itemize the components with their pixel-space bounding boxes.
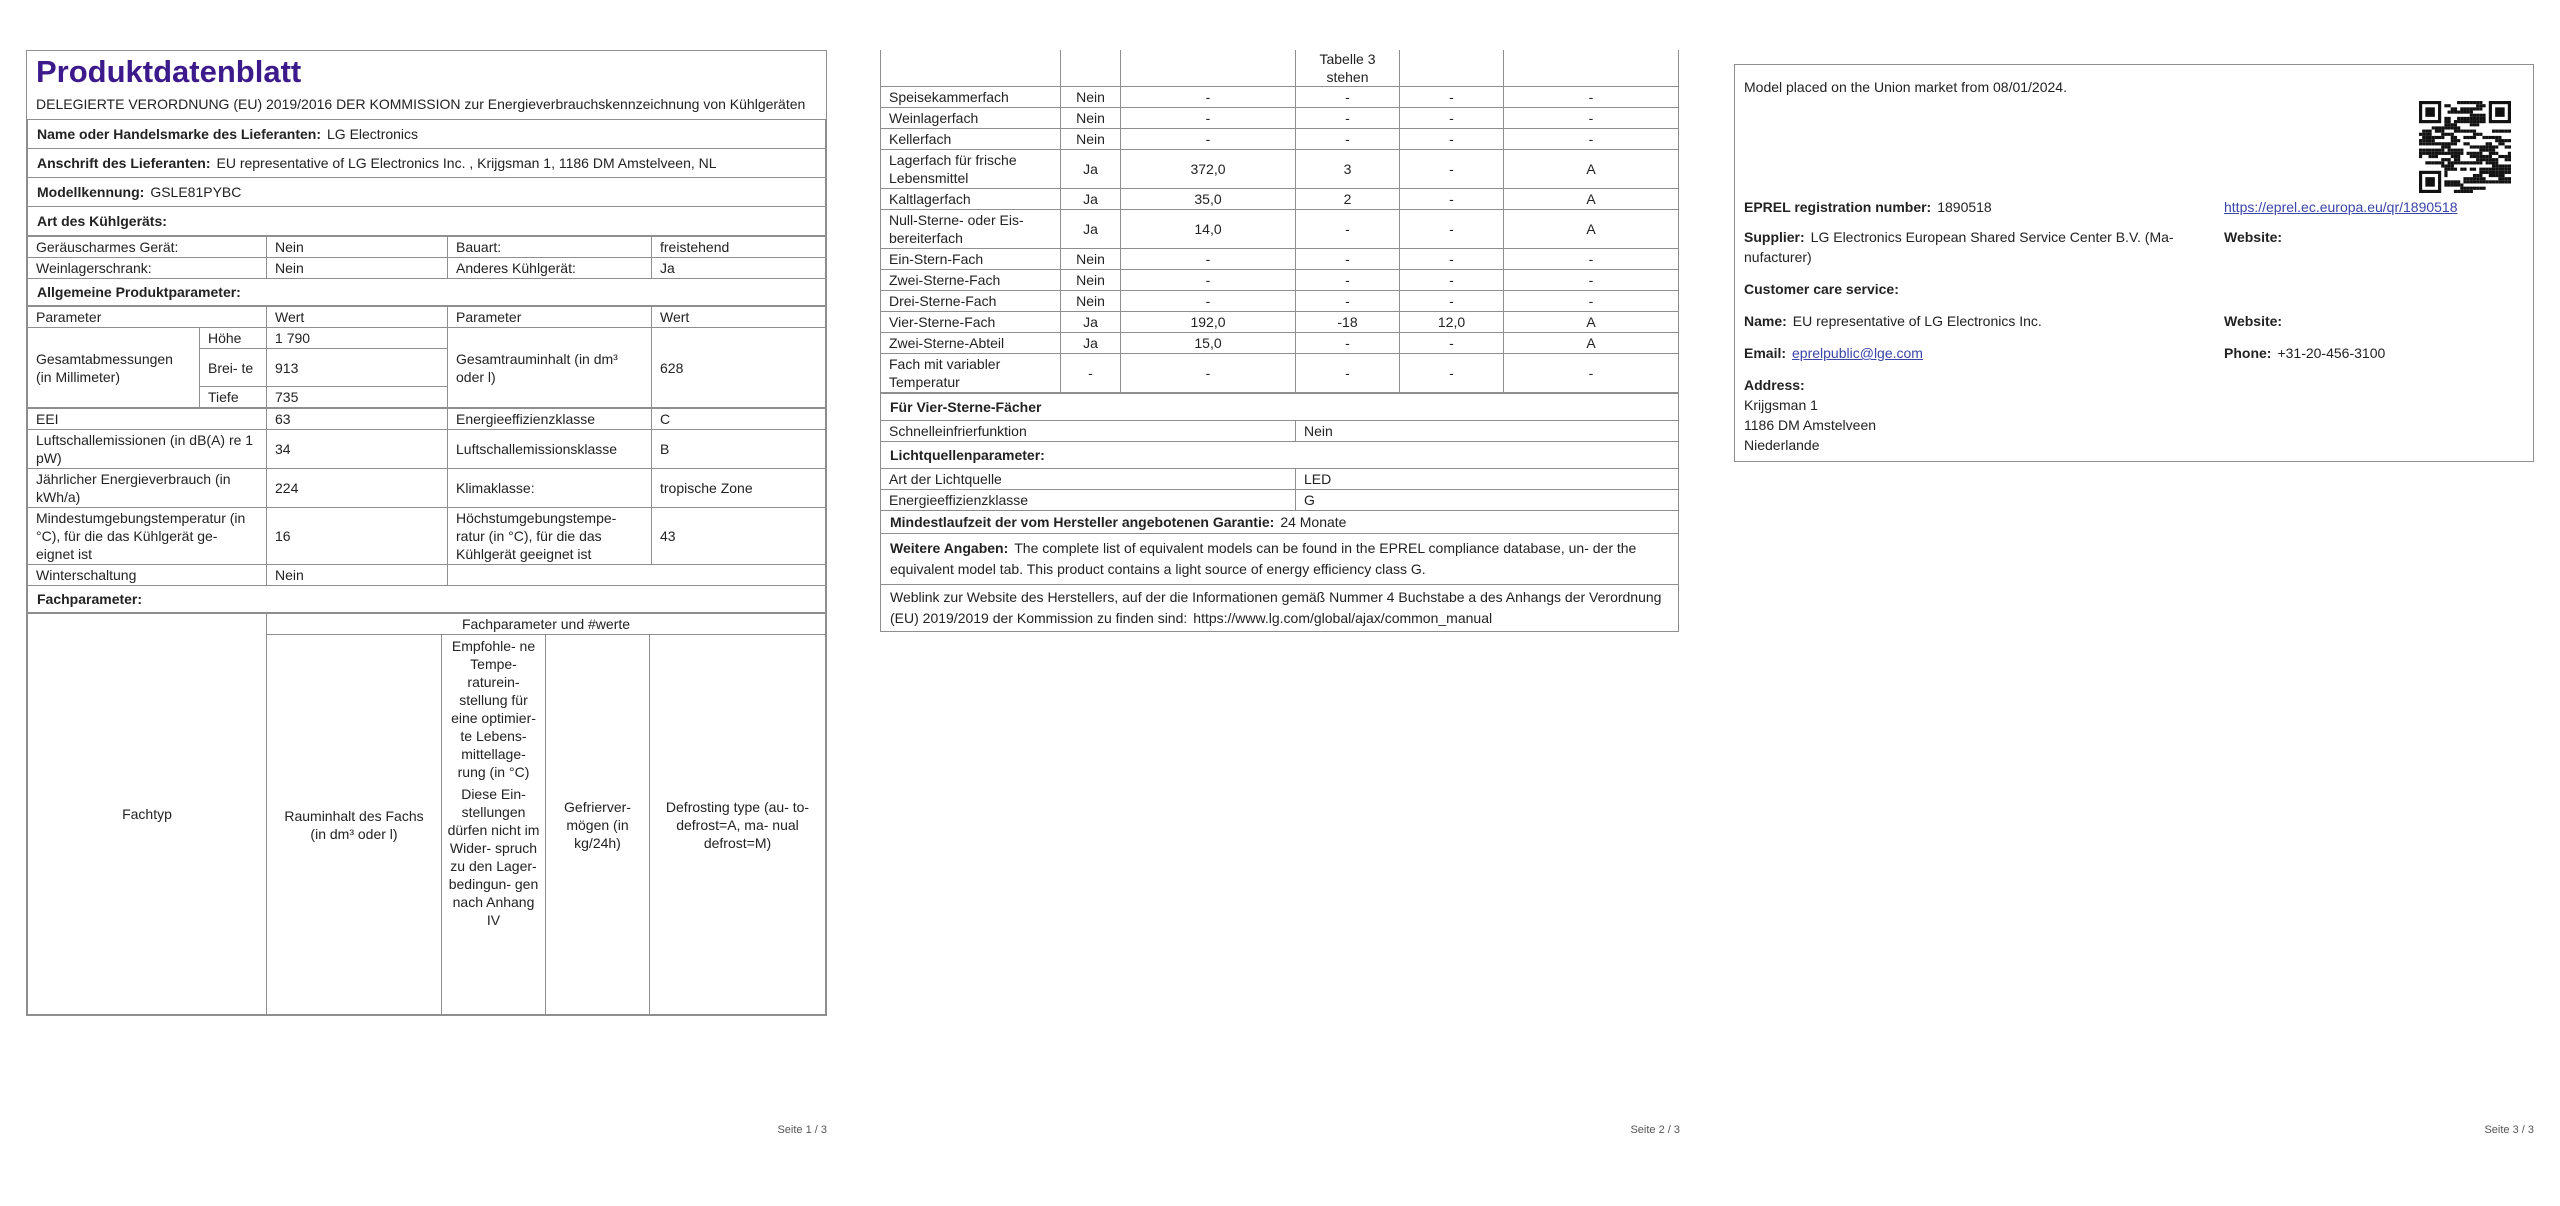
weblink-url: https://www.lg.com/global/ajax/common_manual [1193, 610, 1493, 626]
table-row [881, 270, 1679, 291]
column-group-header: Fachparameter und #werte [267, 614, 826, 635]
table-row [881, 50, 1679, 87]
compartment-freezing: - [1400, 108, 1504, 129]
warranty-label: Mindestlaufzeit der vom Hersteller angebotenen Garantie: [890, 514, 1275, 530]
table-row [881, 312, 1679, 333]
qr-code-icon [2419, 101, 2511, 193]
compartment-present: Ja [1061, 150, 1121, 189]
compartment-defrost: - [1504, 354, 1679, 393]
table-row [881, 87, 1679, 108]
compartment-temperature: - [1296, 354, 1400, 393]
column-header: Wert [652, 307, 826, 328]
compartment-name: Lagerfach für frische Lebensmittel [881, 150, 1061, 189]
empty-cell [881, 50, 1061, 87]
empty-cell [1504, 50, 1679, 87]
param-label: Höchstumgebungstempe- ratur (in °C), für die das Kühlgerät geeignet ist [448, 508, 652, 565]
param-label: EEI [28, 409, 267, 430]
regulation-subtitle: DELEGIERTE VERORDNUNG (EU) 2019/2016 DER KOMMISSION zur Energieverbrauchskennzeichnung von Kühlgeräten [36, 96, 806, 112]
compartment-volume: - [1121, 270, 1296, 291]
param-label: Luftschallemissionsklasse [448, 430, 652, 469]
dimension-label: Höhe [200, 328, 267, 349]
column-header-freezing: Gefrierver- mögen (in kg/24h) [546, 635, 650, 1015]
table-row [881, 129, 1679, 150]
table-row [28, 258, 826, 279]
table-row [881, 490, 1679, 511]
compartment-temperature: - [1296, 129, 1400, 150]
param-label: Jährlicher Energieverbrauch (in kWh/a) [28, 469, 267, 508]
eprel-box [1734, 64, 2534, 462]
compartment-temperature: - [1296, 270, 1400, 291]
address-label: Anschrift des Lieferanten: [37, 155, 211, 171]
compartment-name: Vier-Sterne-Fach [881, 312, 1061, 333]
address-line: Niederlande [1744, 437, 1820, 453]
compartment-name: Kellerfach [881, 129, 1061, 150]
model-value: GSLE81PYBC [150, 184, 242, 200]
compartment-temperature: - [1296, 291, 1400, 312]
light-type-value: LED [1296, 469, 1679, 490]
compartment-name: Drei-Sterne-Fach [881, 291, 1061, 312]
light-class-label: Energieeffizienzklasse [881, 490, 1296, 511]
address-line: 1186 DM Amstelveen [1744, 417, 1877, 433]
empty-cell [1400, 50, 1504, 87]
winter-value: Nein [267, 565, 448, 586]
compartment-volume: 192,0 [1121, 312, 1296, 333]
four-star-heading: Für Vier-Sterne-Fächer [881, 394, 1679, 421]
compartment-present: Ja [1061, 189, 1121, 210]
temperature-header-note: Diese Ein- stellungen dürfen nicht im Wider- spruch zu den Lager- bedingun- gen nach Anhang IV [447, 786, 540, 928]
dimension-label: Tiefe [200, 387, 267, 408]
compartment-name: Kaltlagerfach [881, 189, 1061, 210]
table-row [28, 409, 826, 430]
compartment-temperature: - [1296, 333, 1400, 354]
page-2 [880, 0, 1680, 1206]
compartment-volume: - [1121, 291, 1296, 312]
compartment-temperature: - [1296, 249, 1400, 270]
compartment-name: Zwei-Sterne-Abteil [881, 333, 1061, 354]
compartment-present: Nein [1061, 270, 1121, 291]
model-label: Modellkennung: [37, 184, 145, 200]
supplier-label: Supplier: [1744, 229, 1805, 245]
table-row [881, 333, 1679, 354]
weblink-text: Weblink zur Website des Herstellers, auf der die Informationen gemäß Nummer 4 Buchstabe a des Anhangs der Verordnung (EU) 2019/2019 der Kommission zu finden sind: [890, 589, 1662, 626]
page-title: Produktdatenblatt [36, 54, 302, 89]
website-label: Website: [2224, 313, 2283, 329]
compartment-volume: 372,0 [1121, 150, 1296, 189]
temperature-header-text: Empfohle- ne Tempe- raturein- stellung für eine optimier- te Lebens- mittellage- rung (in °C) [451, 638, 536, 780]
continued-header: Tabelle 3 stehen [1296, 50, 1400, 87]
param-label: Mindestumgebungstemperatur (in °C), für die das Kühlgerät ge- eignet ist [28, 508, 267, 565]
further-text: The complete list of equivalent models can be found in the EPREL compliance database, un- der the equivalent model tab. This product contains a light source of energy efficiency class G. [890, 540, 1637, 577]
compartment-temperature: -18 [1296, 312, 1400, 333]
compartment-volume: 14,0 [1121, 210, 1296, 249]
type-label: Weinlagerschrank: [28, 258, 267, 279]
general-params-table [27, 306, 826, 408]
page-1-clip [26, 0, 827, 1114]
dimensions-label: Gesamtabmessungen (in Millimeter) [28, 328, 200, 408]
empty-cell [1061, 50, 1121, 87]
winter-label: Winterschaltung [28, 565, 267, 586]
warranty-value: 24 Monate [1280, 514, 1347, 530]
compartment-present: Ja [1061, 210, 1121, 249]
fast-freeze-label: Schnelleinfrierfunktion [881, 421, 1296, 442]
compartment-volume: - [1121, 354, 1296, 393]
compartment-present: Ja [1061, 312, 1121, 333]
name-label: Name: [1744, 313, 1787, 329]
compartment-present: Nein [1061, 249, 1121, 270]
dimension-label: Brei- te [200, 349, 267, 387]
column-header-type: Fachtyp [28, 614, 267, 1015]
email-label: Email: [1744, 345, 1787, 361]
address-value: EU representative of LG Electronics Inc. , Krijgsman 1, 1186 DM Amstelveen, NL [216, 155, 717, 171]
compartment-name: Ein-Stern-Fach [881, 249, 1061, 270]
market-placement-text: Model placed on the Union market from 08/01/2024. [1744, 79, 2067, 95]
param-value: 224 [267, 469, 448, 508]
param-label: Luftschallemissionen (in dB(A) re 1 pW) [28, 430, 267, 469]
compartment-values-table [880, 50, 1679, 393]
name-value: EU representative of LG Electronics Inc. [1792, 313, 2042, 329]
compartment-defrost: A [1504, 210, 1679, 249]
table-row [881, 150, 1679, 189]
param-value: 16 [267, 508, 448, 565]
compartment-name: Speisekammerfach [881, 87, 1061, 108]
table-row [881, 354, 1679, 393]
supplier-value: LG Electronics [327, 126, 419, 142]
supplier-label: Name oder Handelsmarke des Lieferanten: [37, 126, 321, 142]
compartment-freezing: - [1400, 210, 1504, 249]
page-footer: Seite 1 / 3 [777, 1124, 827, 1136]
general-heading: Allgemeine Produktparameter: [28, 279, 826, 306]
compartment-freezing: - [1400, 270, 1504, 291]
compartment-present: Nein [1061, 87, 1121, 108]
compartment-defrost: - [1504, 291, 1679, 312]
light-type-label: Art der Lichtquelle [881, 469, 1296, 490]
dimension-value: 735 [267, 387, 448, 408]
type-value: freistehend [652, 237, 826, 258]
table-row [28, 565, 826, 586]
compartment-table [27, 613, 826, 1015]
compartment-present: Nein [1061, 129, 1121, 150]
address-line: Krijgsman 1 [1744, 397, 1818, 413]
table-row [881, 210, 1679, 249]
volume-value: 628 [652, 328, 826, 408]
column-header-temperature [442, 635, 546, 1015]
eprel-value: 1890518 [1937, 199, 1992, 215]
param-label: Klimaklasse: [448, 469, 652, 508]
compartment-defrost: - [1504, 270, 1679, 291]
type-label: Bauart: [448, 237, 652, 258]
compartment-freezing: - [1400, 354, 1504, 393]
compartment-name: Zwei-Sterne-Fach [881, 270, 1061, 291]
compartment-defrost: - [1504, 108, 1679, 129]
compartment-volume: - [1121, 108, 1296, 129]
eprel-link[interactable]: https://eprel.ec.europa.eu/qr/1890518 [2224, 199, 2458, 215]
datasheet-frame [26, 50, 827, 1016]
compartment-freezing: - [1400, 189, 1504, 210]
compartment-volume: - [1121, 129, 1296, 150]
type-value: Nein [267, 258, 448, 279]
type-label: Geräuscharmes Gerät: [28, 237, 267, 258]
light-class-value: G [1296, 490, 1679, 511]
compartment-defrost: A [1504, 312, 1679, 333]
compartment-volume: 35,0 [1121, 189, 1296, 210]
supplier-value: LG Electronics European Shared Service Center B.V. (Ma- nufacturer) [1744, 229, 2174, 265]
type-heading: Art des Kühlgeräts: [28, 207, 826, 236]
fast-freeze-value: Nein [1296, 421, 1679, 442]
compartment-freezing: - [1400, 129, 1504, 150]
dimension-value: 913 [267, 349, 448, 387]
compartment-defrost: A [1504, 333, 1679, 354]
compartment-freezing: - [1400, 249, 1504, 270]
column-header: Wert [267, 307, 448, 328]
page-3 [1734, 0, 2534, 1206]
type-value: Nein [267, 237, 448, 258]
table-row [28, 328, 826, 349]
table-row [28, 614, 826, 635]
compartment-name: Null-Sterne- oder Eis- bereiterfach [881, 210, 1061, 249]
email-link[interactable]: eprelpublic@lge.com [1792, 345, 1923, 361]
compartment-freezing: 12,0 [1400, 312, 1504, 333]
table-row [881, 249, 1679, 270]
column-header-defrost: Defrosting type (au- to-defrost=A, ma- nual defrost=M) [650, 635, 826, 1015]
type-table [27, 236, 826, 306]
phone-label: Phone: [2224, 345, 2272, 361]
column-header-volume: Rauminhalt des Fachs (in dm³ oder l) [267, 635, 442, 1015]
table-row [28, 430, 826, 469]
param-value: 43 [652, 508, 826, 565]
column-header: Parameter [28, 307, 267, 328]
page-footer: Seite 2 / 3 [1630, 1124, 1680, 1136]
compartment-volume: 15,0 [1121, 333, 1296, 354]
compartment-present: - [1061, 354, 1121, 393]
compartment-volume: - [1121, 87, 1296, 108]
param-value: 63 [267, 409, 448, 430]
table-row [881, 291, 1679, 312]
table-row [881, 189, 1679, 210]
table-row [28, 508, 826, 565]
compartment-present: Nein [1061, 108, 1121, 129]
compartment-defrost: A [1504, 189, 1679, 210]
compartment-defrost: - [1504, 87, 1679, 108]
volume-label: Gesamtrauminhalt (in dm³ oder l) [448, 328, 652, 408]
compartment-present: Ja [1061, 333, 1121, 354]
website-label: Website: [2224, 229, 2283, 245]
params-table [27, 408, 826, 613]
supplier-table [27, 119, 826, 236]
light-heading: Lichtquellenparameter: [881, 442, 1679, 469]
compartment-volume: - [1121, 249, 1296, 270]
compartment-present: Nein [1061, 291, 1121, 312]
table-row [28, 469, 826, 508]
param-value: C [652, 409, 826, 430]
compartment-defrost: A [1504, 150, 1679, 189]
type-label: Anderes Kühlgerät: [448, 258, 652, 279]
table-row [28, 237, 826, 258]
table-row [881, 421, 1679, 442]
address-label: Address: [1744, 377, 1805, 393]
compartment-defrost: - [1504, 129, 1679, 150]
care-heading: Customer care service: [1744, 281, 1899, 297]
compartment-temperature: 3 [1296, 150, 1400, 189]
compartment-freezing: - [1400, 333, 1504, 354]
dimension-value: 1 790 [267, 328, 448, 349]
page-footer: Seite 3 / 3 [2484, 1124, 2534, 1136]
empty-cell [1121, 50, 1296, 87]
param-value: 34 [267, 430, 448, 469]
page-1 [26, 0, 827, 1206]
compartment-freezing: - [1400, 87, 1504, 108]
empty-cell [448, 565, 826, 586]
compartment-name: Fach mit variabler Temperatur [881, 354, 1061, 393]
four-star-table [880, 393, 1679, 632]
compartment-name: Weinlagerfach [881, 108, 1061, 129]
table-row [881, 469, 1679, 490]
phone-value: +31-20-456-3100 [2277, 345, 2386, 361]
further-label: Weitere Angaben: [890, 540, 1009, 556]
compartment-temperature: - [1296, 210, 1400, 249]
type-value: Ja [652, 258, 826, 279]
eprel-label: EPREL registration number: [1744, 199, 1932, 215]
column-header: Parameter [448, 307, 652, 328]
compartment-defrost: - [1504, 249, 1679, 270]
compartment-temperature: - [1296, 87, 1400, 108]
param-label: Energieeffizienzklasse [448, 409, 652, 430]
table-row [28, 307, 826, 328]
compartment-temperature: - [1296, 108, 1400, 129]
compartment-temperature: 2 [1296, 189, 1400, 210]
compartment-heading: Fachparameter: [28, 586, 826, 613]
compartment-freezing: - [1400, 291, 1504, 312]
param-value: B [652, 430, 826, 469]
param-value: tropische Zone [652, 469, 826, 508]
compartment-freezing: - [1400, 150, 1504, 189]
table-row [881, 108, 1679, 129]
